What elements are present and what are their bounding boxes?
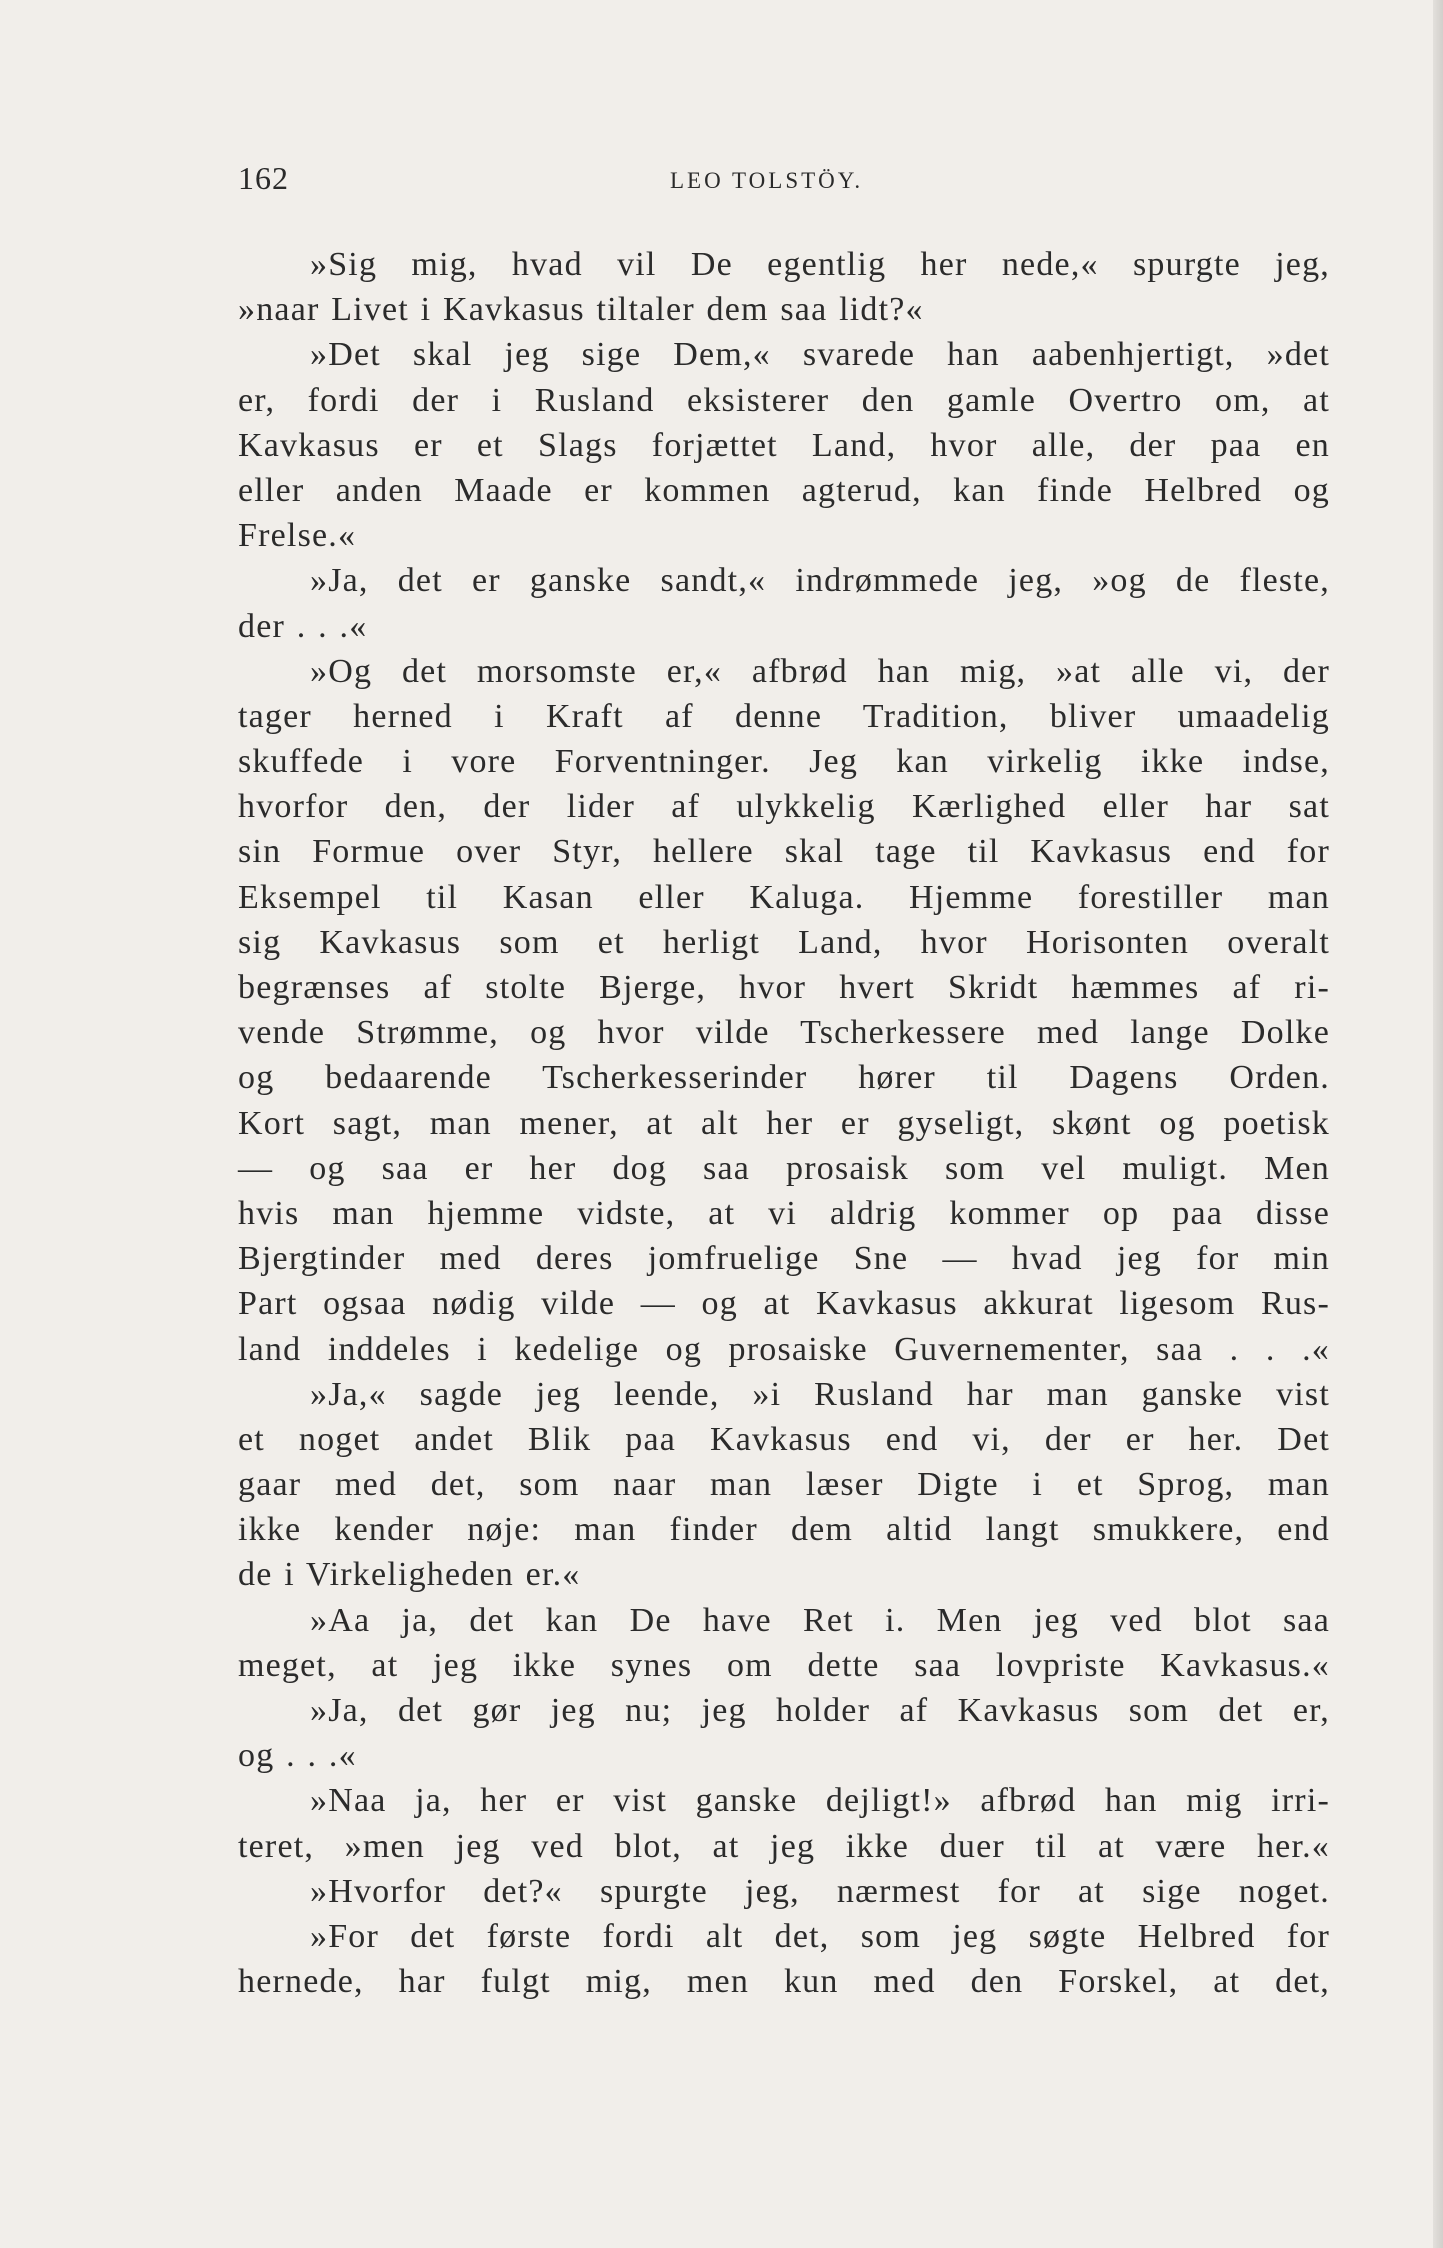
text-line: Part ogsaa nødig vilde — og at Kavkasus akkurat ligesom Rus- [238, 1285, 1330, 1323]
text-line: Bjergtinder med deres jomfruelige Sne — hvad jeg for min [238, 1240, 1330, 1278]
text-line: »Hvorfor det?« spurgte jeg, nærmest for at sige noget. [310, 1872, 1330, 1910]
page-edge [1433, 0, 1443, 2248]
text-line: »Ja,« sagde jeg leende, »i Rusland har man ganske vist [310, 1375, 1330, 1413]
text-line: hvorfor den, der lider af ulykkelig Kærlighed eller har sat [238, 788, 1330, 826]
text-line: ikke kender nøje: man finder dem altid langt smukkere, end [238, 1511, 1330, 1549]
page-number: 162 [238, 160, 289, 196]
text-line: — og saa er her dog saa prosaisk som vel muligt. Men [238, 1149, 1330, 1187]
text-line: »Ja, det er ganske sandt,« indrømmede jeg, »og de fleste, [310, 562, 1330, 600]
body-text [238, 242, 1330, 2004]
text-line: og bedaarende Tscherkesserinder hører til Dagens Orden. [238, 1059, 1330, 1097]
text-line: og . . .« [238, 1737, 357, 1775]
text-line: et noget andet Blik paa Kavkasus end vi, der er her. Det [238, 1420, 1330, 1458]
text-line: der . . .« [238, 607, 368, 645]
text-line: hernede, har fulgt mig, men kun med den Forskel, at det, [238, 1963, 1330, 2001]
text-line: teret, »men jeg ved blot, at jeg ikke duer til at være her.« [238, 1827, 1330, 1865]
text-line: meget, at jeg ikke synes om dette saa lovpriste Kavkasus.« [238, 1646, 1330, 1684]
text-line: de i Virkeligheden er.« [238, 1556, 581, 1594]
running-head: LEO TOLSTÖY. [670, 168, 864, 193]
text-line: Kort sagt, man mener, at alt her er gyseligt, skønt og poetisk [238, 1104, 1330, 1142]
text-line: »Naa ja, her er vist ganske dejligt!» afbrød han mig irri- [310, 1782, 1330, 1820]
text-line: »Og det morsomste er,« afbrød han mig, »at alle vi, der [310, 652, 1330, 690]
text-line: Eksempel til Kasan eller Kaluga. Hjemme forestiller man [238, 878, 1330, 916]
text-line: vende Strømme, og hvor vilde Tscherkessere med lange Dolke [238, 1014, 1330, 1052]
text-line: gaar med det, som naar man læser Digte i et Sprog, man [238, 1466, 1330, 1504]
text-line: sin Formue over Styr, hellere skal tage til Kavkasus end for [238, 833, 1330, 871]
text-line: »naar Livet i Kavkasus tiltaler dem saa lidt?« [238, 291, 924, 329]
text-line: »Sig mig, hvad vil De egentlig her nede,« spurgte jeg, [310, 246, 1330, 283]
text-line: »Aa ja, det kan De have Ret i. Men jeg ved blot saa [310, 1601, 1330, 1639]
text-line: »Ja, det gør jeg nu; jeg holder af Kavkasus som det er, [310, 1692, 1330, 1729]
text-line: skuffede i vore Forventninger. Jeg kan virkelig ikke indse, [238, 743, 1330, 781]
text-line: begrænses af stolte Bjerge, hvor hvert Skridt hæmmes af ri- [238, 969, 1330, 1006]
text-line: sig Kavkasus som et herligt Land, hvor Horisonten overalt [238, 923, 1330, 961]
text-line: Frelse.« [238, 517, 357, 555]
page-header [238, 160, 1330, 200]
text-line: eller anden Maade er kommen agterud, kan finde Helbred og [238, 471, 1330, 509]
text-line: land inddeles i kedelige og prosaiske Guvernementer, saa . . .« [238, 1330, 1330, 1368]
text-line: »Det skal jeg sige Dem,« svarede han aabenhjertigt, »det [310, 336, 1330, 374]
text-line: er, fordi der i Rusland eksisterer den gamle Overtro om, at [238, 381, 1330, 419]
text-line: tager herned i Kraft af denne Tradition, bliver umaadelig [238, 697, 1330, 735]
text-line: Kavkasus er et Slags forjættet Land, hvor alle, der paa en [238, 426, 1330, 464]
text-line: hvis man hjemme vidste, at vi aldrig kommer op paa disse [238, 1194, 1330, 1232]
text-line: »For det første fordi alt det, som jeg søgte Helbred for [310, 1917, 1330, 1955]
